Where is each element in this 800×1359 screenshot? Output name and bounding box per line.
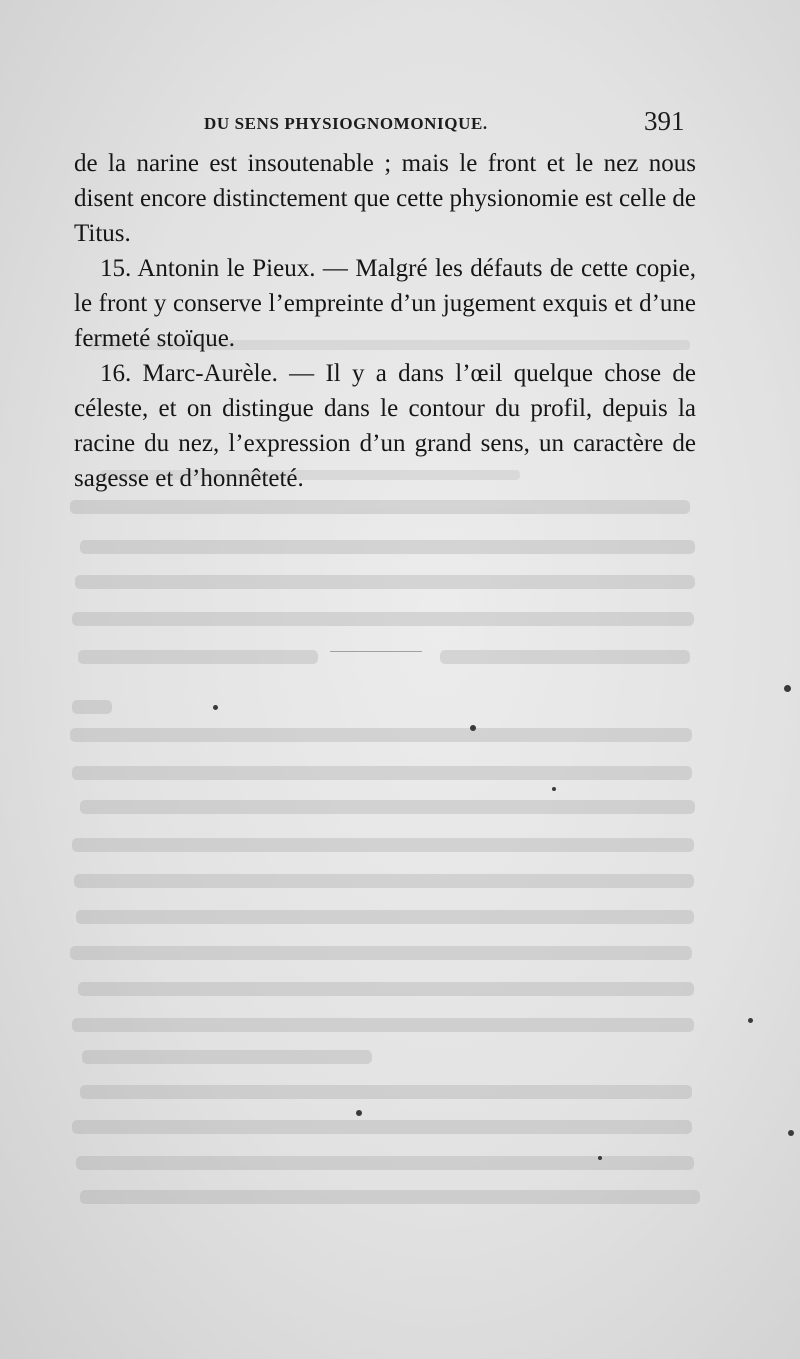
ink-speck [748, 1018, 753, 1023]
paragraph-titus: de la narine est insoutenable ; mais le front et le nez nous disent encore distinctement que cette physionomie est celle de Titus. [74, 150, 697, 247]
ink-speck [598, 1156, 602, 1160]
ink-speck [784, 685, 791, 692]
running-header [0, 106, 800, 142]
paragraph-marc-aurele: 16. Marc-Aurèle. — Il y a dans l’œil quelque chose de céleste, et on distingue dans le contour du profil, depuis la racine du nez, l’expression d’un grand sens, un caractère de sagesse et d’honnêteté. [74, 360, 696, 492]
ink-speck [470, 725, 476, 731]
ink-speck [788, 1130, 794, 1136]
page-number: 391 [644, 106, 685, 136]
ink-speck [356, 1110, 362, 1116]
body-text [74, 146, 696, 496]
ink-speck [552, 787, 556, 791]
section-rule [330, 651, 422, 652]
ink-speck [213, 705, 218, 710]
paragraph-antonin: 15. Antonin le Pieux. — Malgré les défauts de cette copie, le front y conserve l’empreinte d’un jugement exquis et d’une fermeté stoïque. [74, 255, 696, 352]
running-title: DU SENS PHYSIOGNOMONIQUE. [204, 114, 488, 133]
